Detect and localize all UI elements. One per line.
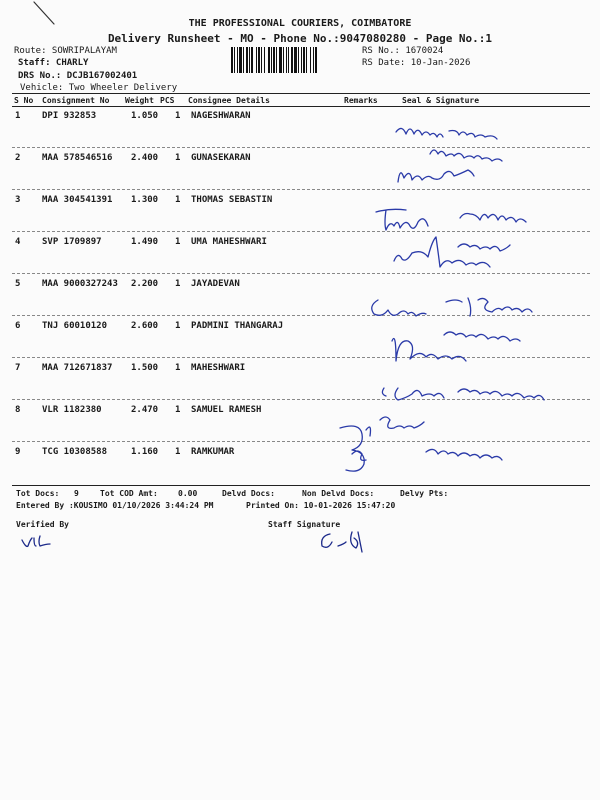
header-bottom-rule (12, 106, 590, 107)
row-consignment-no: MAA 304541391 (42, 195, 113, 205)
row-consignment-no: SVP 1709897 (42, 237, 102, 247)
col-header-consignee: Consignee Details (188, 96, 270, 105)
tot-docs-label: Tot Docs: (16, 489, 60, 498)
row-consignment-no: MAA 578546516 (42, 153, 113, 163)
row-weight: 1.160 (131, 447, 159, 457)
row-pcs: 1 (175, 237, 181, 247)
staff-signature (318, 528, 368, 554)
entered-by: Entered By :KOUSIMO 01/10/2026 3:44:24 PM (16, 501, 214, 510)
delvy-pts-label: Delvy Pts: (400, 489, 449, 498)
row-weight: 2.400 (131, 153, 159, 163)
row-weight: 1.050 (131, 111, 159, 121)
delvd-docs-label: Delvd Docs: (222, 489, 275, 498)
barcode (231, 47, 359, 73)
handwritten-signature-row-7 (378, 378, 578, 408)
company-title: THE PROFESSIONAL COURIERS, COIMBATORE (188, 18, 412, 29)
row-weight: 1.500 (131, 363, 159, 373)
row-consignee: RAMKUMAR (191, 447, 235, 457)
row-pcs: 1 (175, 447, 181, 457)
footer-top-rule (12, 485, 590, 486)
row-sno: 9 (15, 447, 21, 457)
row-sno: 1 (15, 111, 21, 121)
col-header-pcs: PCS (160, 96, 175, 105)
row-weight: 1.300 (131, 195, 159, 205)
row-consignment-no: MAA 9000327243 (42, 279, 118, 289)
row-sno: 2 (15, 153, 21, 163)
tot-cod-value: 0.00 (178, 489, 198, 498)
row-pcs: 1 (175, 153, 181, 163)
tot-cod-label: Tot COD Amt: (100, 489, 158, 498)
non-delvd-docs-label: Non Delvd Docs: (302, 489, 375, 498)
row-sno: 4 (15, 237, 21, 247)
rs-number: RS No.: 1670024 (362, 46, 444, 56)
row-pcs: 1 (175, 321, 181, 331)
row-consignee: MAHESHWARI (191, 363, 246, 373)
row-sno: 8 (15, 405, 21, 415)
handwritten-signature-row-6 (384, 325, 574, 373)
staff-signature-label: Staff Signature (268, 520, 341, 529)
row-pcs: 1 (175, 363, 181, 373)
row-sno: 6 (15, 321, 21, 331)
row-sno: 3 (15, 195, 21, 205)
staff-label: Staff: CHARLY (18, 58, 89, 68)
row-consignment-no: TNJ 60010120 (42, 321, 108, 331)
row-consignment-no: VLR 1182380 (42, 405, 102, 415)
col-header-sno: S No (14, 96, 34, 105)
row-weight: 1.490 (131, 237, 159, 247)
row-pcs: 1 (175, 279, 181, 289)
row-consignment-no: DPI 932853 (42, 111, 97, 121)
drs-number: DRS No.: DCJB167002401 (18, 71, 138, 81)
row-pcs: 1 (175, 195, 181, 205)
handwritten-signature-row-3 (372, 202, 542, 234)
handwritten-signature-row-4 (388, 233, 558, 273)
handwritten-signature-row-5 (368, 292, 558, 322)
row-consignee: NAGESHWARAN (191, 111, 251, 121)
handwritten-signature-row-8-9 (330, 410, 540, 482)
rs-date: RS Date: 10-Jan-2026 (362, 58, 471, 68)
row-consignee: GUNASEKARAN (191, 153, 251, 163)
row-consignee: THOMAS SEBASTIN (191, 195, 273, 205)
verifier-initials-signature (20, 534, 60, 552)
tot-docs-value: 9 (74, 489, 79, 498)
row-weight: 2.200 (131, 279, 159, 289)
row-consignment-no: TCG 10308588 (42, 447, 108, 457)
handwritten-signature-row-1 (392, 122, 552, 192)
row-consignment-no: MAA 712671837 (42, 363, 113, 373)
printed-on: Printed On: 10-01-2026 15:47:20 (246, 501, 396, 510)
row-separator (12, 273, 590, 274)
row-weight: 2.600 (131, 321, 159, 331)
verified-by-label: Verified By (16, 520, 69, 529)
route-label: Route: SOWRIPALAYAM (14, 46, 117, 56)
row-consignee: PADMINI THANGARAJ (191, 321, 284, 331)
col-header-remarks: Remarks (344, 96, 378, 105)
header-top-rule (12, 93, 590, 94)
row-consignee: JAYADEVAN (191, 279, 240, 289)
row-weight: 2.470 (131, 405, 159, 415)
row-sno: 5 (15, 279, 21, 289)
row-pcs: 1 (175, 111, 181, 121)
row-consignee: UMA MAHESHWARI (191, 237, 267, 247)
row-consignee: SAMUEL RAMESH (191, 405, 262, 415)
col-header-seal: Seal & Signature (402, 96, 480, 105)
runsheet-subtitle: Delivery Runsheet - MO - Phone No.:9047080280 - Page No.:1 (107, 32, 493, 45)
row-sno: 7 (15, 363, 21, 373)
col-header-consignment: Consignment No (42, 96, 110, 105)
vehicle-label: Vehicle: Two Wheeler Delivery (20, 83, 178, 93)
row-pcs: 1 (175, 405, 181, 415)
col-header-weight: Weight (125, 96, 154, 105)
